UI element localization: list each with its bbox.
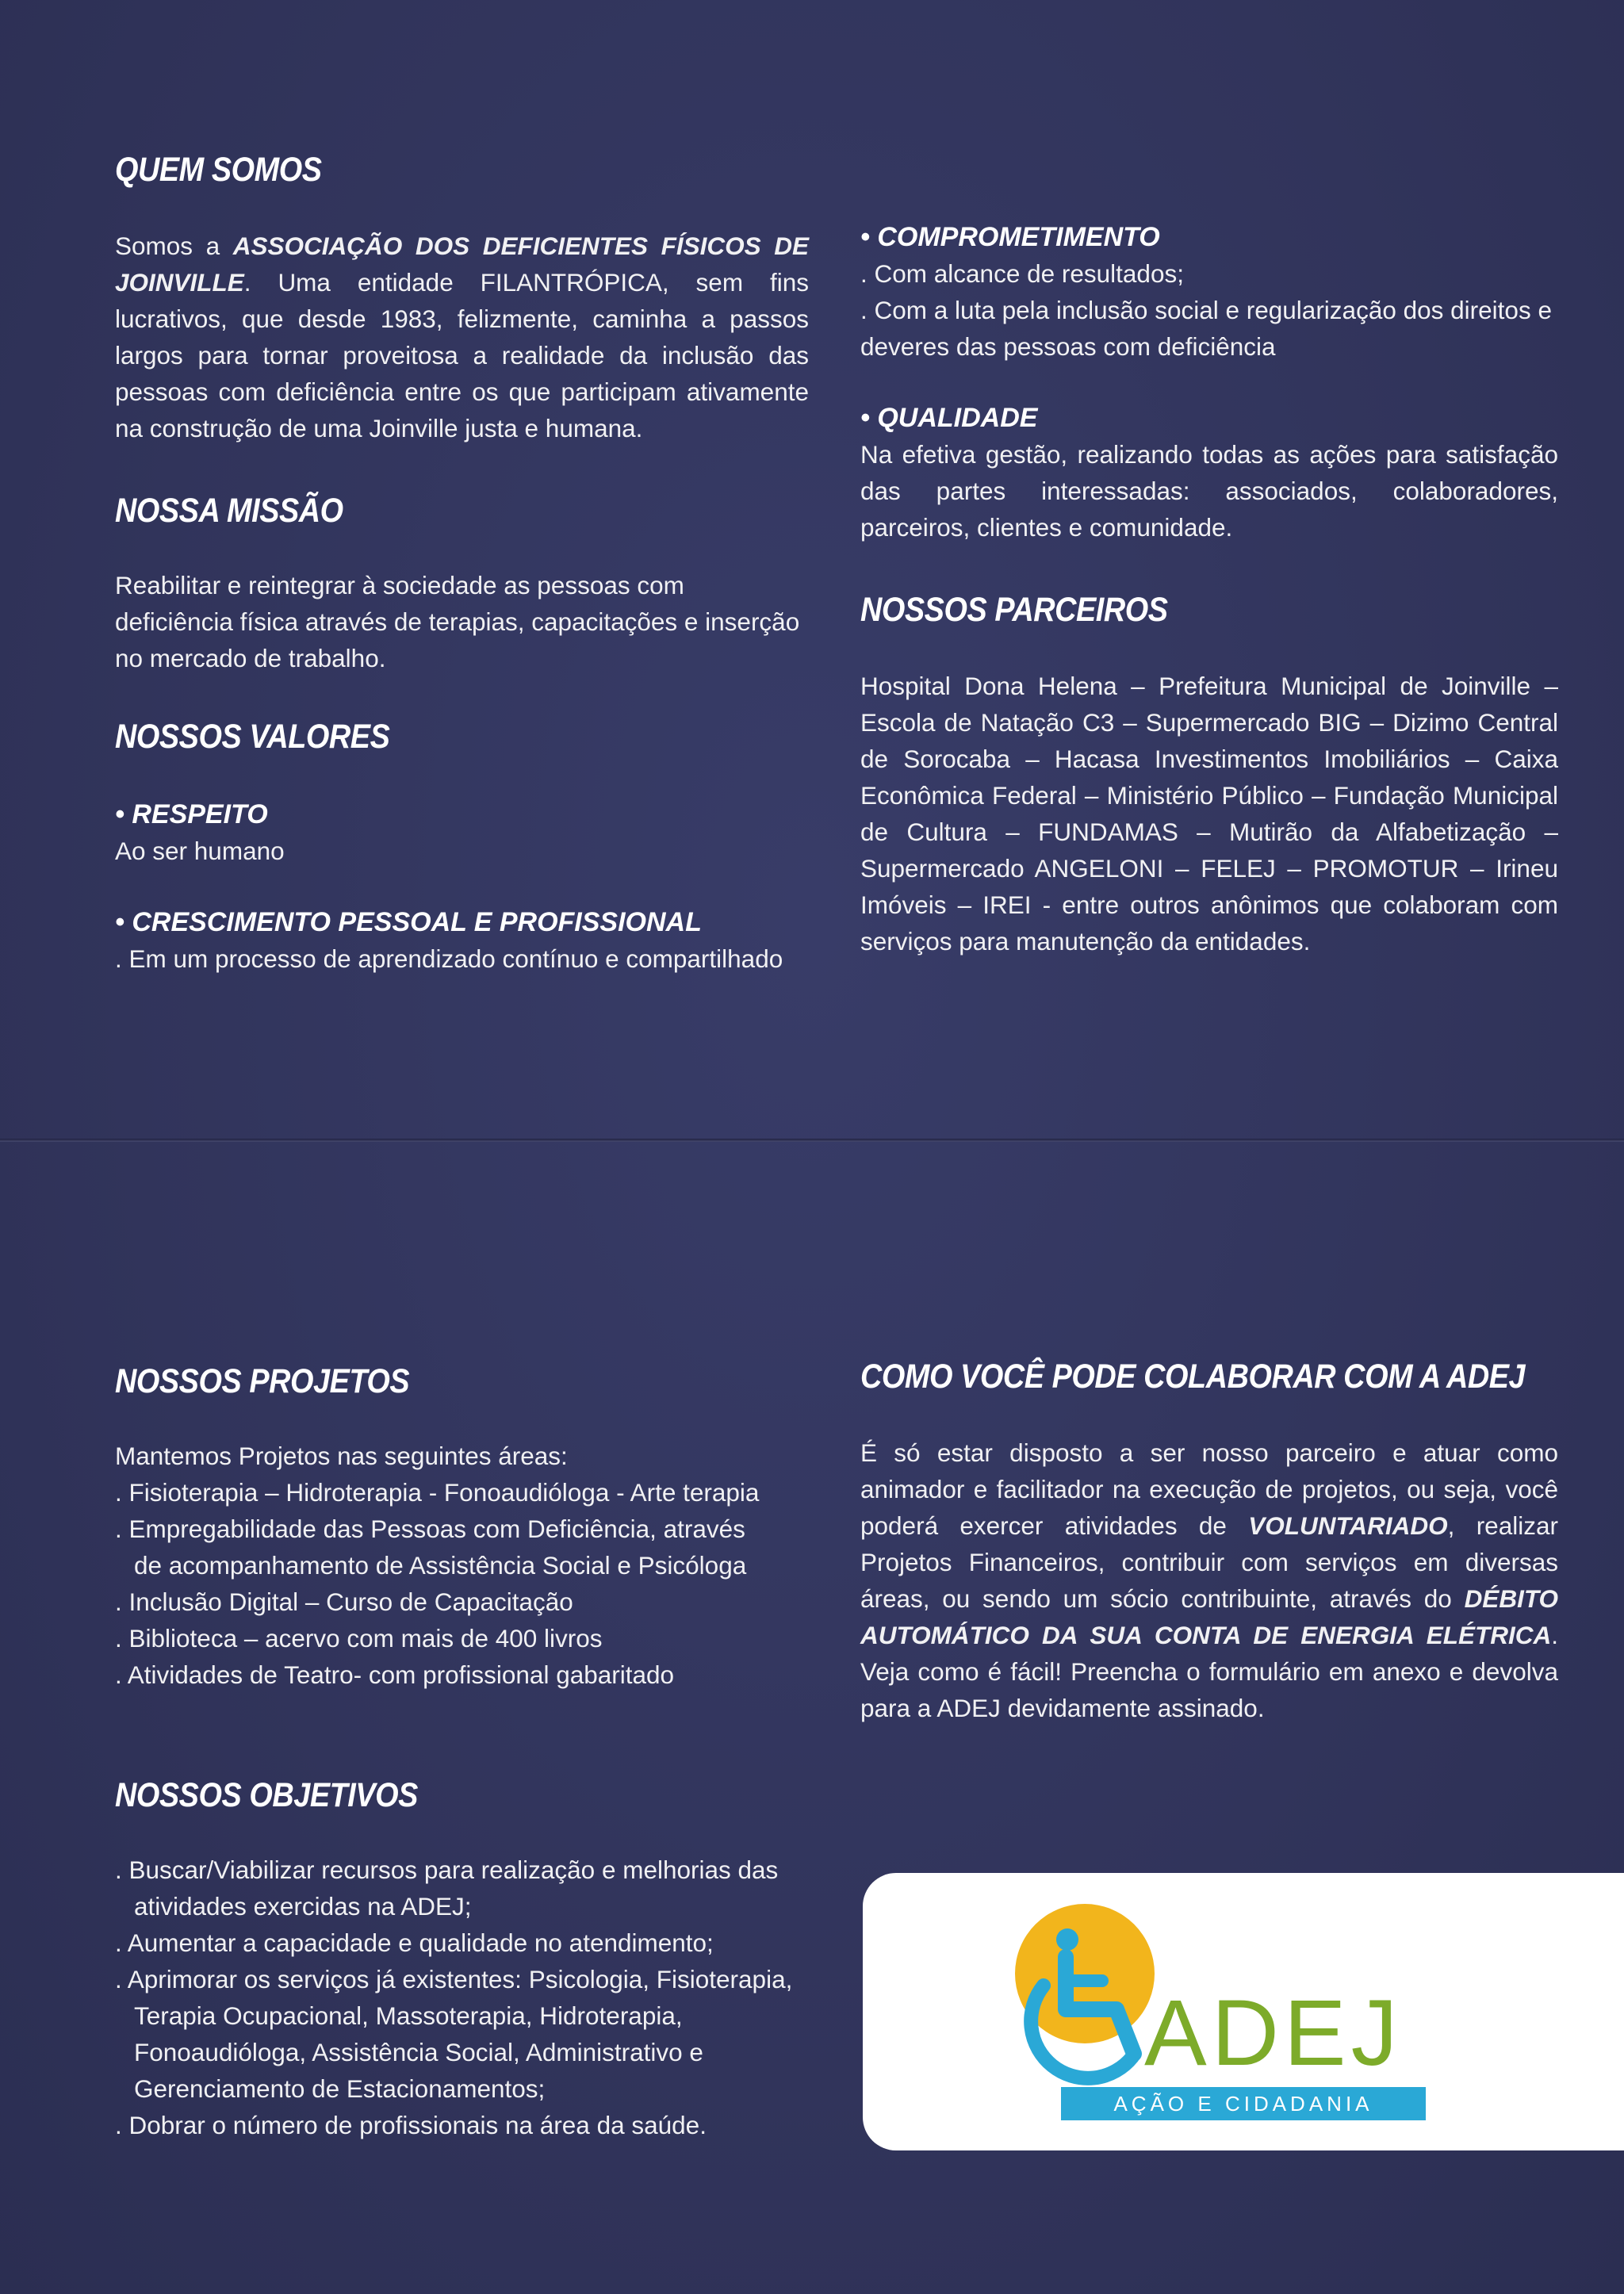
quem-somos-text: Somos a ASSOCIAÇÃO DOS DEFICIENTES FÍSICOS DE JOINVILLE. Uma entidade FILANTRÓPICA, sem fins lucrativos, que desde 1983, felizmente, caminha a passos largos para tornar proveitosa a realidade da inclusão das pessoas com deficiência entre os que participam ativamente na construção de uma Joinville justa e humana. — [115, 232, 809, 442]
parceiros-text: Hospital Dona Helena – Prefeitura Municipal de Joinville – Escola de Natação C3 – Supermercado BIG – Dizimo Central de Sorocaba – Hacasa Investimentos Imobiliários – Caixa Econômica Federal – Ministério Público – Fundação Municipal de Cultura – FUNDAMAS – Mutirão da Alfabetização – Supermercado ANGELONI – FELEJ – PROMOTUR – Irineu Imóveis – IREI - entre outros anônimos que colaboram com serviços para manutenção da entidades. — [860, 672, 1558, 956]
objetivos-title: NOSSOS OBJETIVOS — [115, 1776, 418, 1814]
adej-logo — [966, 1898, 1442, 2136]
list-item: atividades exercidas na ADEJ; — [134, 1892, 472, 1921]
logo-tagline: AÇÃO E CIDADANIA — [1113, 2092, 1373, 2116]
qualidade-text: Na efetiva gestão, realizando todas as ações para satisfação das partes interessadas: associados, colaboradores, parceiros, clientes e comunidade. — [860, 440, 1558, 542]
objetivos-list — [115, 1852, 809, 2143]
section-parceiros — [860, 591, 1558, 959]
list-item: Gerenciamento de Estacionamentos; — [134, 2074, 546, 2103]
comprometimento-line: . Com alcance de resultados; — [860, 259, 1184, 288]
list-item: . Fisioterapia – Hidroterapia - Fonoaudióloga - Arte terapia — [115, 1478, 760, 1507]
projetos-title: NOSSOS PROJETOS — [115, 1362, 410, 1400]
list-item: Fonoaudióloga, Assistência Social, Administrativo e — [134, 2038, 703, 2066]
quem-somos-title: QUEM SOMOS — [115, 151, 322, 189]
comprometimento-line: . Com a luta pela inclusão social e regularização dos direitos e deveres das pessoas com deficiência — [860, 296, 1552, 361]
section-valores — [115, 718, 809, 977]
section-projetos — [115, 1362, 809, 1693]
logo-name: ADEJ — [1144, 1981, 1403, 2085]
list-item: de acompanhamento de Assistência Social e Psicóloga — [134, 1551, 747, 1580]
colaborar-text: É só estar disposto a ser nosso parceiro e atuar como animador e facilitador na execução de projetos, ou seja, você poderá exercer atividades de VOLUNTARIADO, realizar Projetos Financeiros, contribuir com serviços em diversas áreas, ou sendo um sócio contribuinte, através do DÉBITO AUTOMÁTICO DA SUA CONTA DE ENERGIA ELÉTRICA. Veja como é fácil! Preencha o formulário em anexo e devolva para a ADEJ devidamente assinado. — [860, 1438, 1558, 1722]
list-item: . Atividades de Teatro- com profissional gabaritado — [115, 1660, 675, 1689]
section-colaborar — [860, 1358, 1558, 1726]
qualidade-title: • QUALIDADE — [860, 403, 1038, 433]
crescimento-text: . Em um processo de aprendizado contínuo e compartilhado — [115, 944, 783, 973]
parceiros-title: NOSSOS PARCEIROS — [860, 591, 1168, 629]
crescimento-title: • CRESCIMENTO PESSOAL E PROFISSIONAL — [115, 907, 702, 937]
association-name: ASSOCIAÇÃO DOS DEFICIENTES FÍSICOS DE JOINVILLE — [115, 232, 809, 297]
fold-line — [0, 1139, 1624, 1142]
list-item: . Aprimorar os serviços já existentes: Psicologia, Fisioterapia, — [115, 1965, 793, 1993]
colaborar-title: COMO VOCÊ PODE COLABORAR COM A ADEJ — [860, 1358, 1526, 1396]
comprometimento-text — [860, 255, 1558, 365]
comprometimento-title: • COMPROMETIMENTO — [860, 222, 1160, 252]
projetos-intro: Mantemos Projetos nas seguintes áreas: — [115, 1442, 568, 1470]
section-missao — [115, 492, 809, 676]
list-item: . Buscar/Viabilizar recursos para realização e melhorias das — [115, 1855, 779, 1884]
respeito-text: Ao ser humano — [115, 837, 285, 865]
logo-card — [863, 1873, 1624, 2150]
list-item: . Inclusão Digital – Curso de Capacitação — [115, 1587, 573, 1616]
list-item: . Empregabilidade das Pessoas com Deficiência, através — [115, 1515, 745, 1543]
missao-text: Reabilitar e reintegrar à sociedade as pessoas com deficiência física através de terapias, capacitações e inserção no mercado de trabalho. — [115, 571, 800, 672]
valores-title: NOSSOS VALORES — [115, 718, 390, 756]
missao-title: NOSSA MISSÃO — [115, 492, 343, 530]
section-quem-somos — [115, 151, 809, 446]
list-item: . Biblioteca – acervo com mais de 400 livros — [115, 1624, 603, 1653]
voluntariado-highlight: VOLUNTARIADO — [1248, 1511, 1448, 1540]
respeito-title: • RESPEITO — [115, 799, 268, 829]
projetos-list — [115, 1438, 809, 1693]
debito-highlight: DÉBITO AUTOMÁTICO DA SUA CONTA DE ENERGIA ELÉTRICA — [860, 1584, 1558, 1649]
section-valores-right — [860, 219, 1558, 546]
list-item: Terapia Ocupacional, Massoterapia, Hidroterapia, — [134, 2001, 683, 2030]
list-item: . Aumentar a capacidade e qualidade no atendimento; — [115, 1928, 714, 1957]
list-item: . Dobrar o número de profissionais na área da saúde. — [115, 2111, 707, 2139]
section-objetivos — [115, 1776, 809, 2143]
